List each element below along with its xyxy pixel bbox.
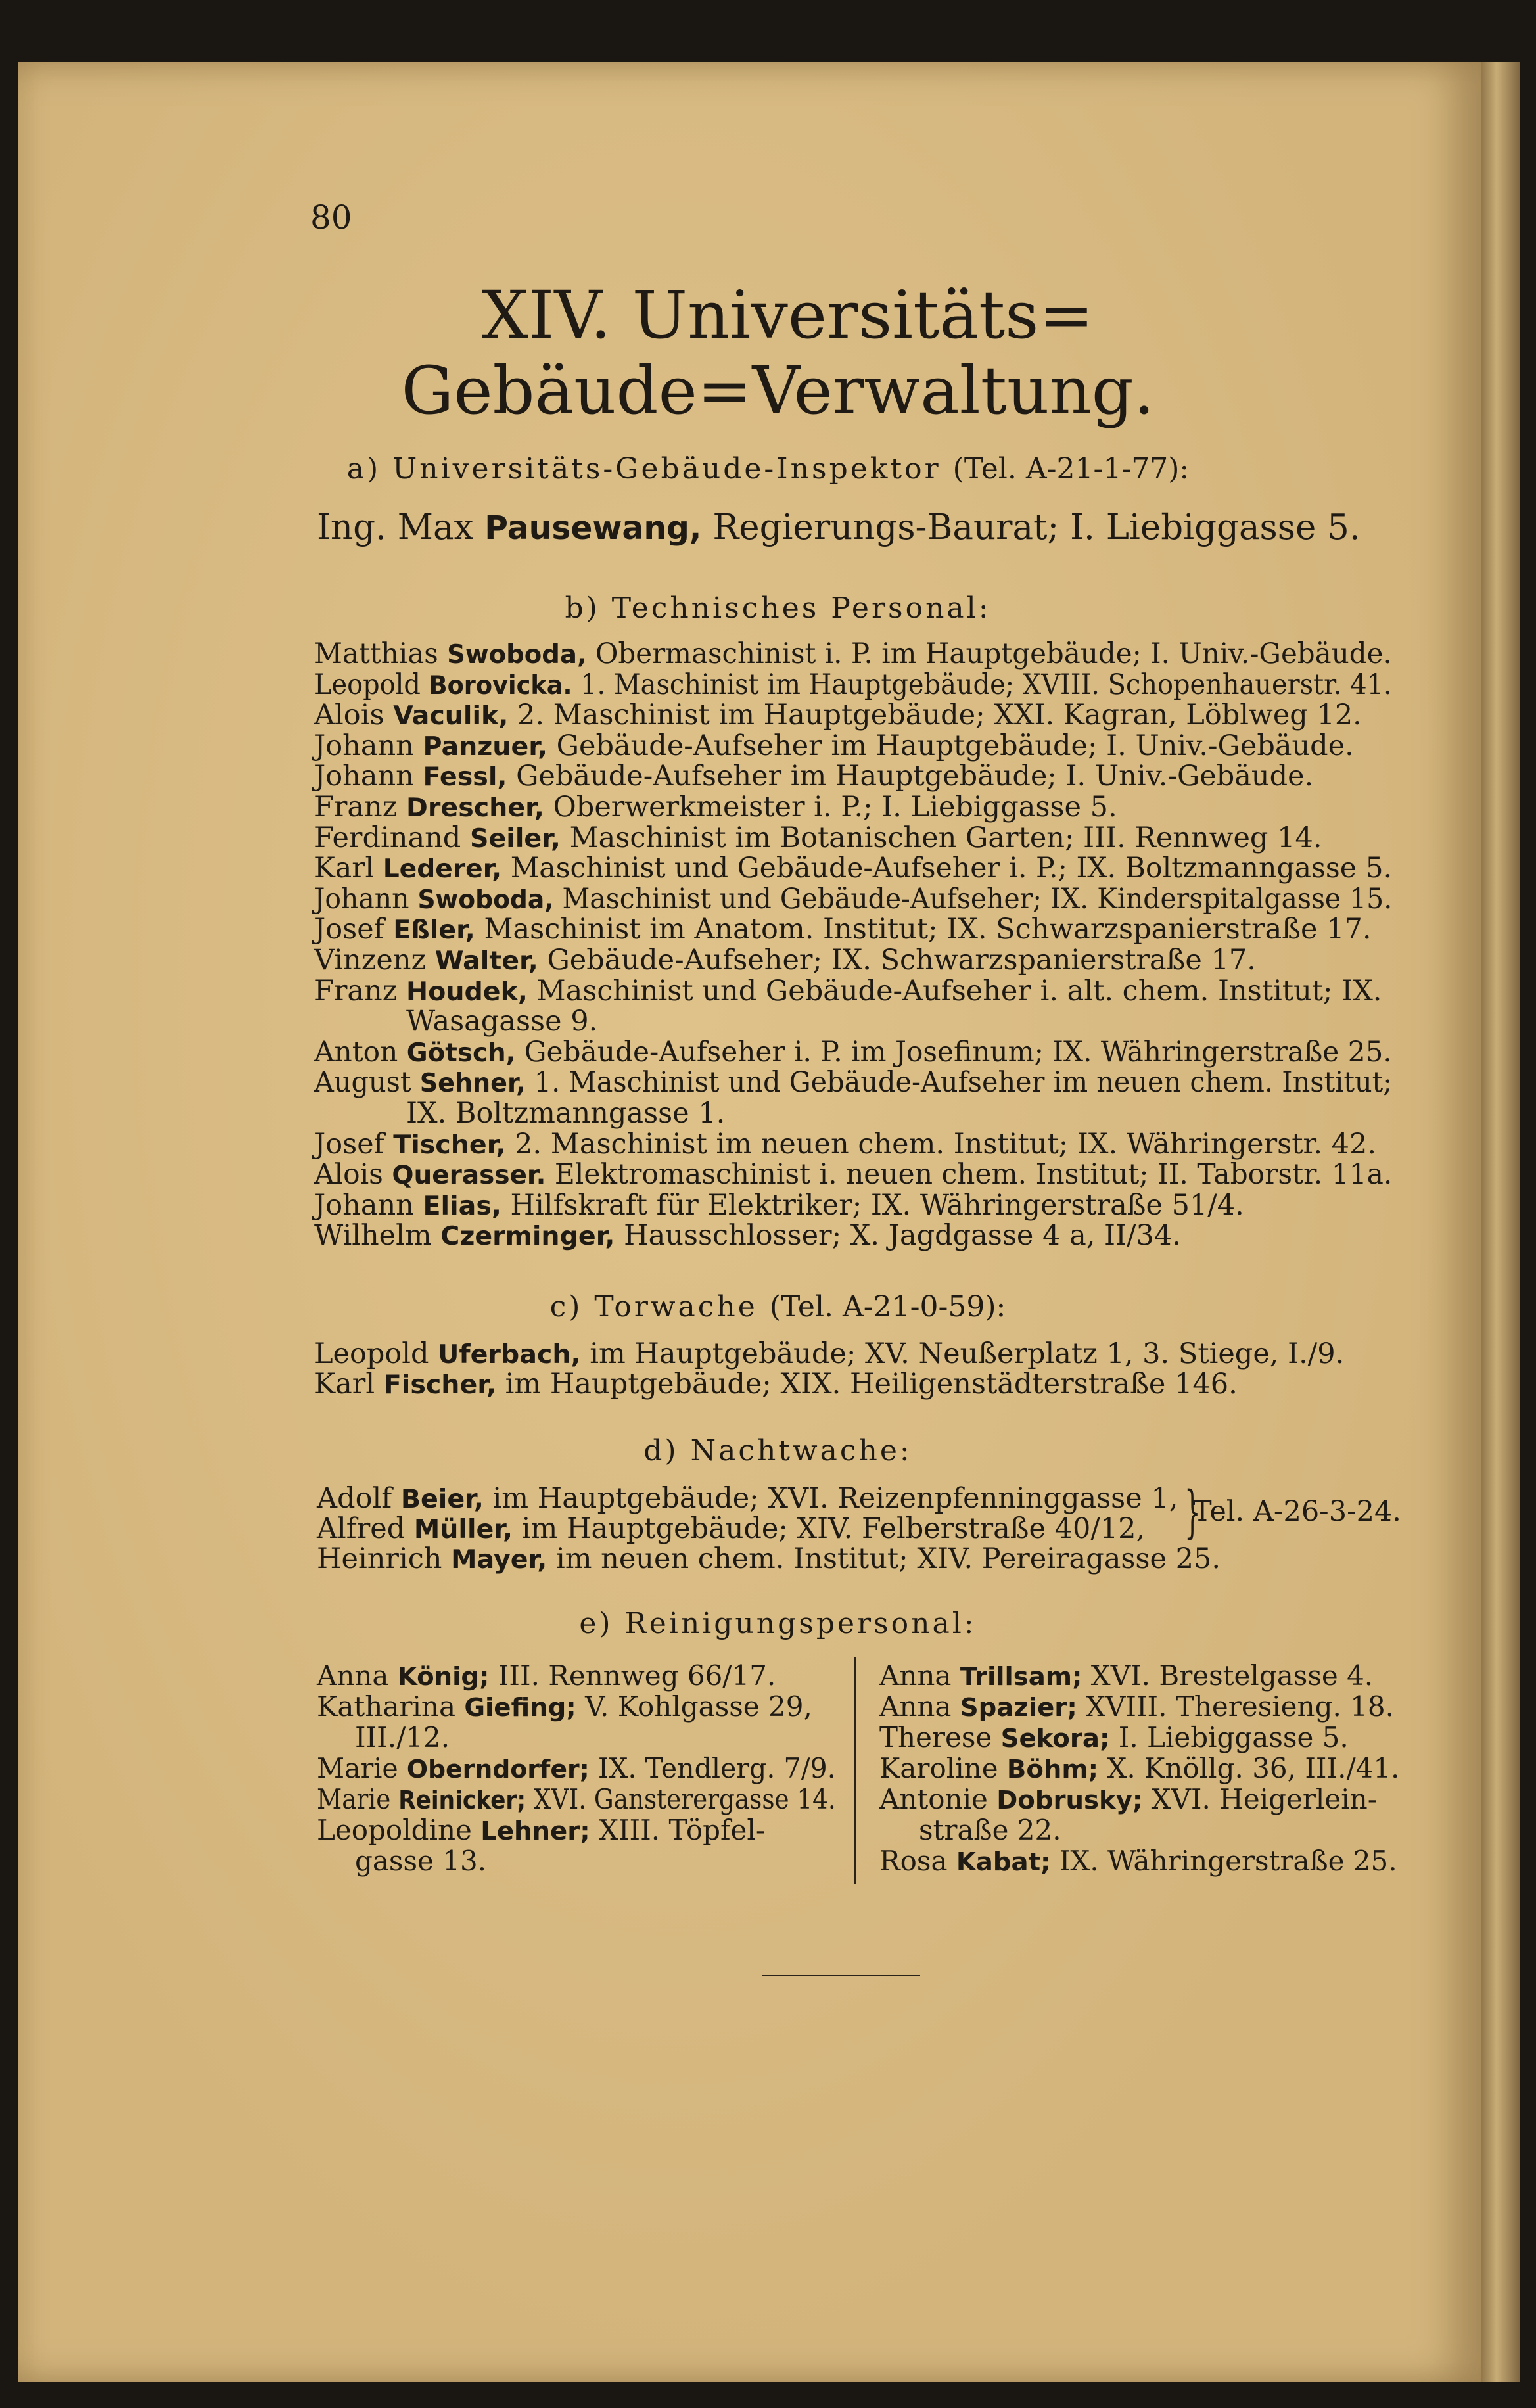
cleaning-entry: Karoline Böhm; X. Knöllg. 36, III./41.: [879, 1752, 1400, 1784]
staff-entry: Karl Lederer, Maschinist und Gebäude-Aufseher i. P.; IX. Boltzmanngasse 5.: [314, 852, 1393, 885]
staff-entry: Johann Elias, Hilfskraft für Elektriker; IX. Währingerstraße 51/4.: [314, 1188, 1244, 1222]
cleaning-entry: Rosa Kabat; IX. Währingerstraße 25.: [879, 1845, 1397, 1877]
chapter-title-line1: XIV. Universitäts=: [481, 277, 1094, 354]
cleaning-entry: Antonie Dobrusky; XVI. Heigerlein-: [879, 1783, 1377, 1815]
staff-entry: Franz Houdek, Maschinist und Gebäude-Aufseher i. alt. chem. Institut; IX.: [314, 974, 1382, 1007]
staff-entry: Wilhelm Czerminger, Hausschlosser; X. Jagdgasse 4 a, II/34.: [314, 1219, 1181, 1253]
brace-symbol: }: [1184, 1479, 1201, 1545]
guard-entry: Karl Fischer, im Hauptgebäude; XIX. Heiligenstädterstraße 146.: [314, 1368, 1238, 1401]
cleaning-entry: gasse 13.: [355, 1845, 487, 1877]
cleaning-entry: Therese Sekora; I. Liebiggasse 5.: [879, 1721, 1349, 1753]
cleaning-entry: Marie Oberndorfer; IX. Tendlerg. 7/9.: [317, 1752, 836, 1784]
guard-entry: Leopold Uferbach, im Hauptgebäude; XV. Neußerplatz 1, 3. Stiege, I./9.: [314, 1337, 1345, 1370]
chapter-title-line2: Gebäude=Verwaltung.: [401, 352, 1155, 429]
cleaning-entry: III./12.: [355, 1721, 450, 1753]
column-divider: [854, 1657, 856, 1884]
staff-entry: Alois Querasser. Elektromaschinist i. neuen chem. Institut; II. Taborstr. 11a.: [314, 1158, 1393, 1192]
section-d-heading: d) Nachtwache:: [643, 1434, 912, 1468]
night-watch-tel: Tel. A-26-3-24.: [1193, 1495, 1401, 1528]
end-rule: [762, 1975, 920, 1976]
staff-entry: Josef Eßler, Maschinist im Anatom. Institut; IX. Schwarzspanierstraße 17.: [314, 913, 1372, 946]
staff-entry: Ferdinand Seiler, Maschinist im Botanischen Garten; III. Rennweg 14.: [314, 821, 1322, 854]
staff-entry: Matthias Swoboda, Obermaschinist i. P. im Hauptgebäude; I. Univ.-Gebäude.: [314, 637, 1392, 670]
night-watch-entry: Adolf Beier, im Hauptgebäude; XVI. Reizenpfenninggasse 1,: [317, 1482, 1178, 1515]
night-watch-entry: Heinrich Mayer, im neuen chem. Institut; XIV. Pereiragasse 25.: [317, 1542, 1221, 1575]
section-c-heading: c) Torwache (Tel. A-21-0-59):: [549, 1290, 1006, 1324]
cleaning-entry: straße 22.: [919, 1814, 1061, 1846]
staff-entry: Johann Panzuer, Gebäude-Aufseher im Hauptgebäude; I. Univ.-Gebäude.: [314, 729, 1354, 762]
inspector-entry: Ing. Max Pausewang, Regierungs-Baurat; I. Liebiggasse 5.: [317, 507, 1361, 547]
cleaning-entry: Anna König; III. Rennweg 66/17.: [317, 1659, 776, 1692]
staff-entry: Alois Vaculik, 2. Maschinist im Hauptgebäude; XXI. Kagran, Löblweg 12.: [314, 699, 1362, 732]
staff-entry: Johann Fessl, Gebäude-Aufseher im Hauptgebäude; I. Univ.-Gebäude.: [314, 760, 1314, 793]
cleaning-entry: Marie Reinicker; XVI. Gansterergasse 14.: [317, 1783, 836, 1815]
staff-entry: Wasagasse 9.: [406, 1005, 598, 1038]
section-b-heading: b) Technisches Personal:: [565, 591, 991, 625]
staff-entry: Vinzenz Walter, Gebäude-Aufseher; IX. Schwarzspanierstraße 17.: [314, 944, 1256, 977]
staff-entry: Leopold Borovicka. 1. Maschinist im Hauptgebäude; XVIII. Schopenhauerstr. 41.: [314, 668, 1392, 701]
staff-entry: Josef Tischer, 2. Maschinist im neuen chem. Institut; IX. Währingerstr. 42.: [314, 1127, 1377, 1161]
staff-entry: Johann Swoboda, Maschinist und Gebäude-Aufseher; IX. Kinderspitalgasse 15.: [314, 882, 1393, 915]
staff-entry: August Sehner, 1. Maschinist und Gebäude-Aufseher im neuen chem. Institut;: [314, 1066, 1393, 1100]
page-number: 80: [310, 198, 352, 237]
section-e-heading: e) Reinigungspersonal:: [579, 1607, 977, 1640]
cleaning-entry: Katharina Giefing; V. Kohlgasse 29,: [317, 1690, 812, 1723]
staff-entry: IX. Boltzmanngasse 1.: [406, 1097, 726, 1130]
staff-entry: Franz Drescher, Oberwerkmeister i. P.; I. Liebiggasse 5.: [314, 791, 1117, 823]
cleaning-entry: Leopoldine Lehner; XIII. Töpfel-: [317, 1814, 766, 1846]
section-a-heading: a) Universitäts-Gebäude-Inspektor (Tel. A-21-1-77):: [346, 452, 1190, 486]
staff-entry: Anton Götsch, Gebäude-Aufseher i. P. im Josefinum; IX. Währingerstraße 25.: [314, 1035, 1392, 1069]
cleaning-entry: Anna Trillsam; XVI. Brestelgasse 4.: [879, 1659, 1374, 1692]
night-watch-entry: Alfred Müller, im Hauptgebäude; XIV. Felberstraße 40/12,: [317, 1512, 1146, 1545]
cleaning-entry: Anna Spazier; XVIII. Theresieng. 18.: [879, 1690, 1394, 1723]
